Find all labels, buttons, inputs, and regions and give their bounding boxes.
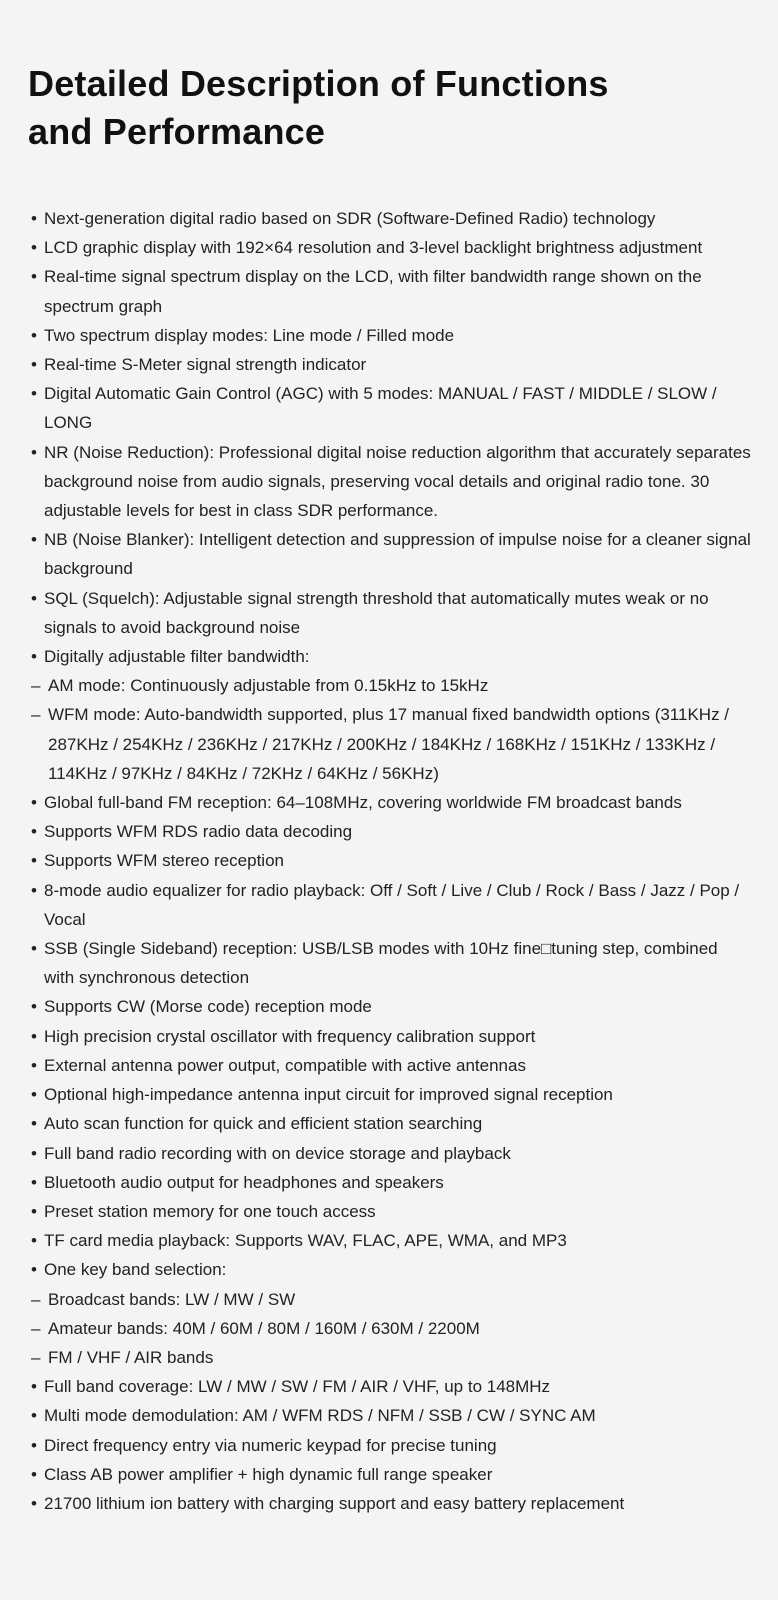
- dash-marker: –: [31, 705, 41, 725]
- feature-text: Broadcast bands: LW / MW / SW: [48, 1289, 296, 1309]
- feature-text: Two spectrum display modes: Line mode / Filled mode: [44, 325, 455, 345]
- sub-feature-item: [31, 1343, 751, 1372]
- dash-marker: –: [31, 1347, 41, 1367]
- feature-item: [31, 1372, 751, 1401]
- feature-item: [31, 321, 751, 350]
- bullet-marker: •: [31, 209, 37, 228]
- bullet-marker: •: [31, 325, 37, 345]
- feature-item: [31, 233, 751, 262]
- bullet-marker: •: [31, 1406, 37, 1426]
- feature-text: SQL (Squelch): Adjustable signal strength threshold that automatically mutes weak or no signals to avoid background noise: [44, 588, 709, 637]
- feature-text: Optional high-impedance antenna input circuit for improved signal reception: [44, 1085, 613, 1105]
- feature-item: [31, 1051, 751, 1080]
- dash-marker: –: [31, 676, 41, 696]
- feature-text: 8-mode audio equalizer for radio playback: Off / Soft / Live / Club / Rock / Bass / Jazz / Pop / Vocal: [44, 880, 740, 929]
- feature-text: Real-time signal spectrum display on the LCD, with filter bandwidth range shown on the spectrum graph: [44, 267, 702, 316]
- page-title-line-1: Detailed Description of Functions: [28, 63, 609, 104]
- feature-text: High precision crystal oscillator with frequency calibration support: [44, 1026, 536, 1046]
- bullet-marker: •: [31, 1231, 37, 1251]
- feature-item: [31, 817, 751, 846]
- bullet-marker: •: [31, 1201, 37, 1221]
- feature-item: [31, 1168, 751, 1197]
- bullet-marker: •: [31, 1260, 37, 1280]
- feature-text: Global full-band FM reception: 64–108MHz, covering worldwide FM broadcast bands: [44, 793, 682, 813]
- feature-text: Preset station memory for one touch access: [44, 1201, 376, 1221]
- feature-item: [31, 788, 751, 817]
- feature-item: [31, 1022, 751, 1051]
- bullet-marker: •: [31, 1464, 37, 1484]
- page-title-line-2: and Performance: [28, 111, 326, 152]
- feature-item: [31, 1139, 751, 1168]
- feature-item: [31, 642, 751, 671]
- feature-text: SSB (Single Sideband) reception: USB/LSB modes with 10Hz fine□tuning step, combined with synchronous detection: [44, 939, 718, 988]
- feature-item: [31, 1489, 751, 1518]
- feature-text: Multi mode demodulation: AM / WFM RDS / NFM / SSB / CW / SYNC AM: [44, 1406, 596, 1426]
- feature-item: [31, 1401, 751, 1430]
- bullet-marker: •: [31, 1085, 37, 1105]
- feature-text: Full band coverage: LW / MW / SW / FM / AIR / VHF, up to 148MHz: [44, 1377, 551, 1397]
- feature-item: [31, 876, 751, 934]
- dash-marker: –: [31, 1318, 41, 1338]
- feature-text: Class AB power amplifier + high dynamic full range speaker: [44, 1464, 493, 1484]
- bullet-marker: •: [31, 647, 37, 667]
- feature-text: Direct frequency entry via numeric keypad for precise tuning: [44, 1435, 497, 1455]
- bullet-marker: •: [31, 1143, 37, 1163]
- feature-item: [31, 525, 751, 583]
- bullet-marker: •: [31, 851, 37, 871]
- bullet-marker: •: [31, 1435, 37, 1455]
- feature-text: NB (Noise Blanker): Intelligent detection and suppression of impulse noise for a cleaner signal background: [44, 530, 751, 579]
- feature-item: [31, 438, 751, 526]
- feature-text: Amateur bands: 40M / 60M / 80M / 160M / 630M / 2200M: [48, 1318, 480, 1338]
- bullet-marker: •: [31, 997, 37, 1017]
- feature-text: External antenna power output, compatible with active antennas: [44, 1055, 526, 1075]
- bullet-marker: •: [31, 1377, 37, 1397]
- sub-feature-item: [31, 671, 751, 700]
- sub-feature-item: [31, 1285, 751, 1314]
- feature-text: Supports WFM stereo reception: [44, 851, 284, 871]
- bullet-marker: •: [31, 1026, 37, 1046]
- feature-text: Digital Automatic Gain Control (AGC) with 5 modes: MANUAL / FAST / MIDDLE / SLOW / LONG: [44, 384, 717, 433]
- feature-text: TF card media playback: Supports WAV, FLAC, APE, WMA, and MP3: [44, 1231, 567, 1251]
- feature-text: AM mode: Continuously adjustable from 0.15kHz to 15kHz: [48, 676, 489, 696]
- bullet-marker: •: [31, 530, 37, 550]
- bullet-marker: •: [31, 822, 37, 842]
- feature-text: Real-time S-Meter signal strength indicator: [44, 355, 367, 375]
- feature-text: Auto scan function for quick and efficient station searching: [44, 1114, 483, 1134]
- bullet-marker: •: [31, 793, 37, 813]
- feature-text: 21700 lithium ion battery with charging support and easy battery replacement: [44, 1493, 625, 1513]
- bullet-marker: •: [31, 939, 37, 959]
- feature-item: [31, 350, 751, 379]
- feature-item: [31, 1431, 751, 1460]
- feature-item: [31, 934, 751, 992]
- feature-text: Next-generation digital radio based on SDR (Software-Defined Radio) technology: [44, 209, 656, 228]
- sub-feature-item: [31, 1314, 751, 1343]
- bullet-marker: •: [31, 880, 37, 900]
- feature-item: [31, 846, 751, 875]
- feature-item: [31, 1226, 751, 1255]
- feature-text: WFM mode: Auto-bandwidth supported, plus 17 manual fixed bandwidth options (311KHz / 287KHz / 254KHz / 236KHz / 217KHz / 200KHz / 184KHz / 168KHz / 151KHz / 133KHz / 114KHz / 97KHz / 84KHz / 72KHz / 64KHz / 56KHz): [48, 705, 730, 783]
- feature-item: [31, 1080, 751, 1109]
- feature-text: Full band radio recording with on device storage and playback: [44, 1143, 511, 1163]
- bullet-marker: •: [31, 442, 37, 462]
- bullet-marker: •: [31, 384, 37, 404]
- bullet-marker: •: [31, 355, 37, 375]
- feature-item: [31, 379, 751, 437]
- bullet-marker: •: [31, 238, 37, 258]
- feature-text: NR (Noise Reduction): Professional digital noise reduction algorithm that accurately separates background noise from audio signals, preserving vocal details and original radio tone. 30 adjustable levels for best in class SDR performance.: [44, 442, 751, 521]
- feature-item: [31, 1109, 751, 1138]
- bullet-marker: •: [31, 1493, 37, 1513]
- bullet-marker: •: [31, 588, 37, 608]
- feature-item: [31, 992, 751, 1021]
- feature-text: One key band selection:: [44, 1260, 227, 1280]
- feature-text: FM / VHF / AIR bands: [48, 1347, 214, 1367]
- sub-feature-item: [31, 700, 751, 788]
- bullet-marker: •: [31, 267, 37, 287]
- bullet-marker: •: [31, 1055, 37, 1075]
- bullet-marker: •: [31, 1114, 37, 1134]
- feature-item: [31, 1255, 751, 1284]
- page-title: [28, 60, 750, 156]
- feature-item: [31, 204, 751, 233]
- feature-text: Supports WFM RDS radio data decoding: [44, 822, 353, 842]
- feature-item: [31, 1197, 751, 1226]
- feature-text: Supports CW (Morse code) reception mode: [44, 997, 372, 1017]
- dash-marker: –: [31, 1289, 41, 1309]
- feature-item: [31, 1460, 751, 1489]
- feature-text: LCD graphic display with 192×64 resolution and 3-level backlight brightness adjustment: [44, 238, 703, 258]
- feature-list: [31, 204, 751, 1518]
- bullet-marker: •: [31, 1172, 37, 1192]
- feature-text: Digitally adjustable filter bandwidth:: [44, 647, 310, 667]
- feature-item: [31, 584, 751, 642]
- feature-item: [31, 262, 751, 320]
- feature-text: Bluetooth audio output for headphones and speakers: [44, 1172, 444, 1192]
